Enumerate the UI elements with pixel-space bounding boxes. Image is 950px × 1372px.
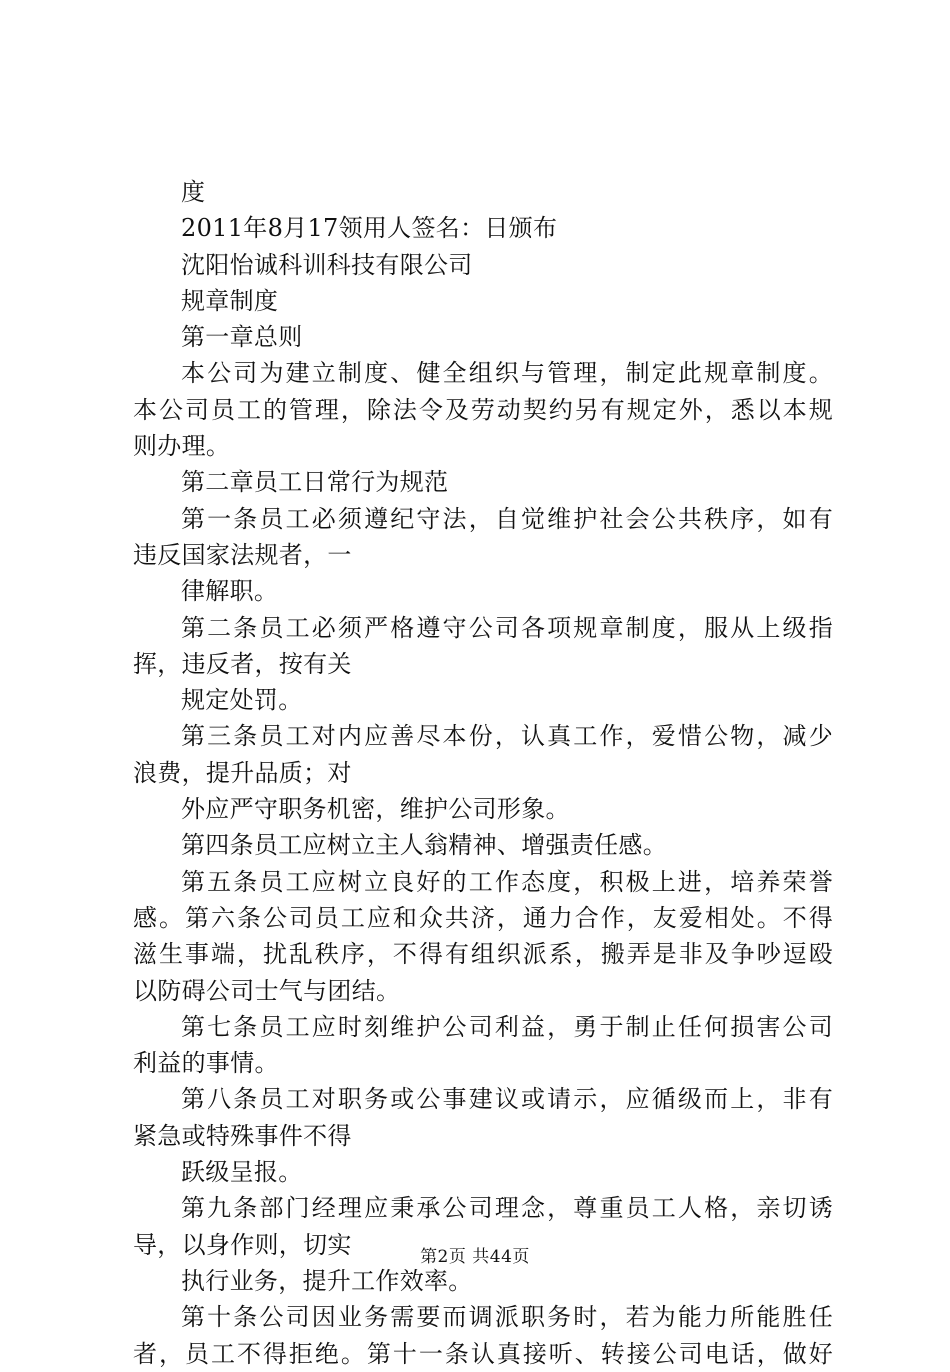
text-line: 导，以身作则，切实 bbox=[133, 1230, 352, 1259]
text-line: 第一条员工必须遵纪守法，自觉维护社会公共秩序，如有 bbox=[181, 504, 833, 533]
text-line: 利益的事情。 bbox=[133, 1049, 279, 1078]
text-line: 沈阳怡诚科训科技有限公司 bbox=[181, 250, 473, 279]
text-line: 第十条公司因业务需要而调派职务时，若为能力所能胜任 bbox=[181, 1303, 833, 1332]
text-line: 第七条员工应时刻维护公司利益，勇于制止任何损害公司 bbox=[181, 1012, 833, 1041]
text-line: 本公司为建立制度、健全组织与管理，制定此规章制度。 bbox=[181, 359, 833, 388]
text-line: 第四条员工应树立主人翁精神、增强责任感。 bbox=[181, 831, 667, 860]
text-line: 第九条部门经理应秉承公司理念，尊重员工人格，亲切诱 bbox=[181, 1194, 833, 1223]
text-line: 浪费，提升品质；对 bbox=[133, 758, 352, 787]
text-line: 规定处罚。 bbox=[181, 686, 303, 715]
text-line: 规章制度 bbox=[181, 286, 279, 315]
text-line: 违反国家法规者，一 bbox=[133, 540, 352, 569]
text-line: 第一章总则 bbox=[181, 323, 303, 352]
text-line: 2011年8月17领用人签名：日颁布 bbox=[181, 214, 558, 243]
text-line: 度 bbox=[181, 178, 206, 206]
text-line: 以防碍公司士气与团结。 bbox=[133, 976, 401, 1005]
text-line: 执行业务，提升工作效率。 bbox=[181, 1266, 473, 1295]
text-line: 外应严守职务机密，维护公司形象。 bbox=[181, 795, 570, 824]
text-line: 本公司员工的管理，除法令及劳动契约另有规定外，悉以本规 bbox=[133, 395, 833, 424]
page-footer: 第2页 共44页 bbox=[420, 1247, 530, 1267]
text-line: 第二条员工必须严格遵守公司各项规章制度，服从上级指 bbox=[181, 613, 833, 642]
text-line: 律解职。 bbox=[181, 577, 279, 606]
text-line: 则办理。 bbox=[133, 432, 231, 461]
text-line: 第二章员工日常行为规范 bbox=[181, 468, 449, 497]
document-body bbox=[133, 174, 833, 1372]
text-line: 第三条员工对内应善尽本份，认真工作，爱惜公物，减少 bbox=[181, 722, 833, 751]
text-line: 挥，违反者，按有关 bbox=[133, 649, 352, 678]
text-line: 滋生事端，扰乱秩序，不得有组织派系，搬弄是非及争吵逗殴 bbox=[133, 940, 833, 969]
text-line: 跃级呈报。 bbox=[181, 1158, 303, 1187]
text-line: 第八条员工对职务或公事建议或请示，应循级而上，非有 bbox=[181, 1085, 833, 1114]
text-line: 紧急或特殊事件不得 bbox=[133, 1121, 352, 1150]
text-line: 感。第六条公司员工应和众共济，通力合作，友爱相处。不得 bbox=[133, 903, 833, 932]
text-line: 第五条员工应树立良好的工作态度，积极上进，培养荣誉 bbox=[181, 867, 833, 896]
text-line: 者，员工不得拒绝。第十一条认真接听、转接公司电话，做好 bbox=[133, 1339, 833, 1368]
